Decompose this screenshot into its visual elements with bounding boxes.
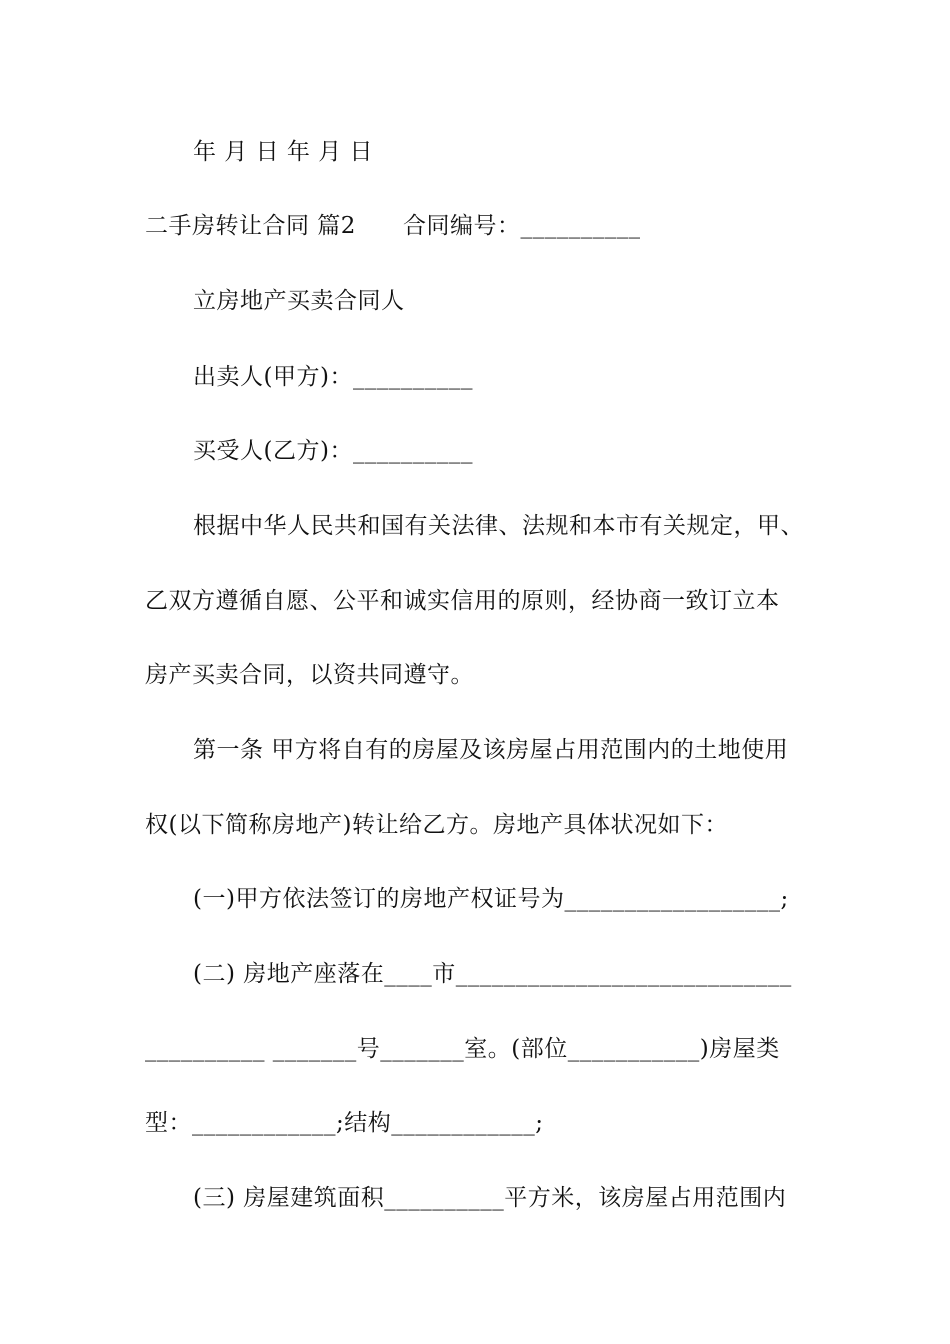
paragraph-line: 型：____________;结构____________; xyxy=(145,1110,544,1136)
clause-two-line: (二) 房地产座落在____市____________________________ xyxy=(193,961,792,987)
clause-three-line: (三) 房屋建筑面积__________平方米，该房屋占用范围内 xyxy=(193,1185,787,1211)
clause-one-line: (一)甲方依法签订的房地产权证号为__________________; xyxy=(193,886,789,912)
date-line: 年 月 日 年 月 日 xyxy=(193,139,374,165)
paragraph-line: 权(以下简称房地产)转让给乙方。房地产具体状况如下： xyxy=(145,812,728,838)
contract-parties-heading: 立房地产买卖合同人 xyxy=(193,288,405,314)
paragraph-line: __________ _______号_______室。(部位___________)房屋类 xyxy=(145,1036,780,1062)
article-one-line: 第一条 甲方将自有的房屋及该房屋占用范围内的土地使用 xyxy=(193,737,789,763)
paragraph-line: 房产买卖合同，以资共同遵守。 xyxy=(145,662,474,688)
seller-line: 出卖人(甲方)：__________ xyxy=(193,364,473,390)
buyer-line: 买受人(乙方)：__________ xyxy=(193,438,473,464)
contract-title-line: 二手房转让合同 篇2 合同编号：__________ xyxy=(145,213,641,239)
paragraph-line: 根据中华人民共和国有关法律、法规和本市有关规定，甲、 xyxy=(193,513,804,539)
paragraph-line: 乙双方遵循自愿、公平和诚实信用的原则，经协商一致订立本 xyxy=(145,588,780,614)
